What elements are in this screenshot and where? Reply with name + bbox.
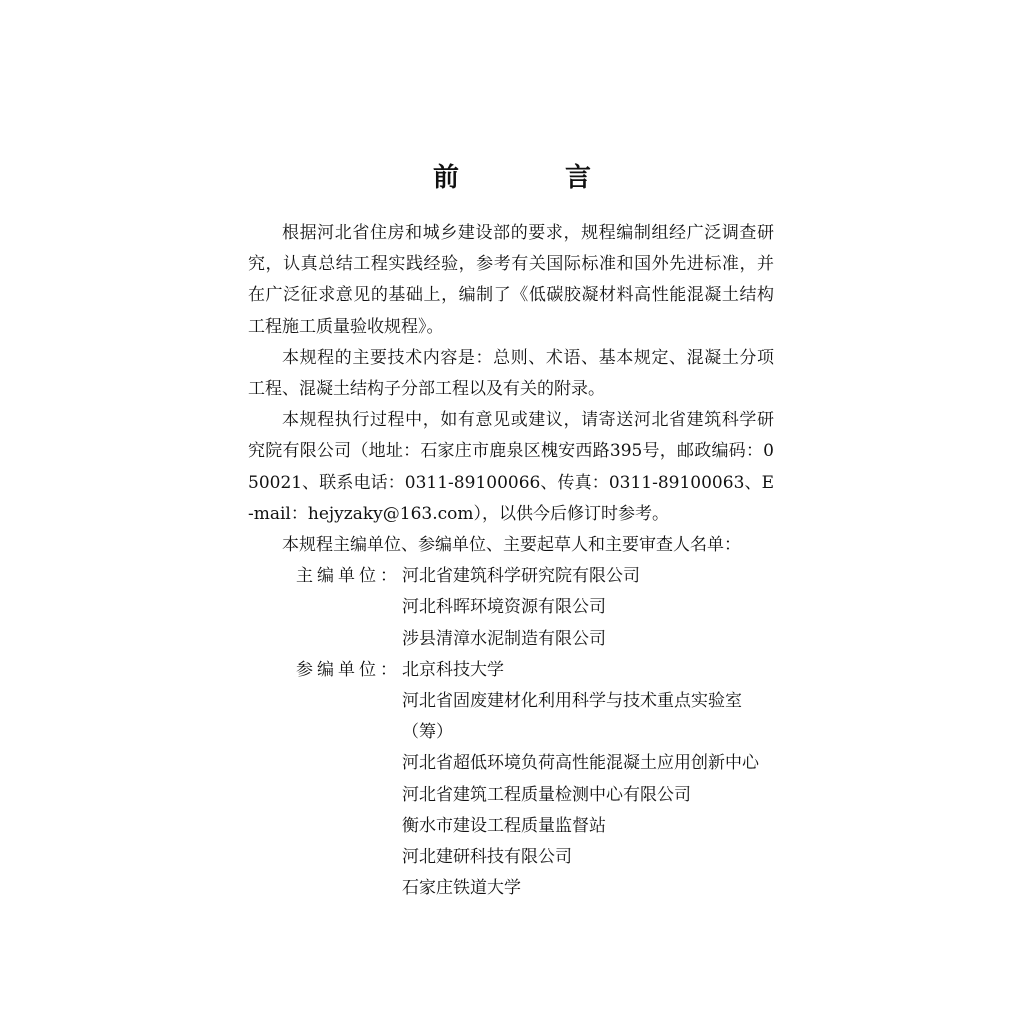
participant-org: 石家庄铁道大学 — [402, 878, 521, 899]
chief-editor-org: 涉县清漳水泥制造有限公司 — [402, 628, 606, 649]
chief-editor-org: 河北省建筑科学研究院有限公司 — [402, 566, 640, 587]
participant-org: 河北建研科技有限公司 — [402, 847, 572, 868]
page-title: 前 言 — [432, 163, 631, 193]
paragraph-main-content: 本规程的主要技术内容是：总则、术语、基本规定、混凝土分项工程、混凝土结构子分部工程以及有关的附录。 — [248, 347, 774, 400]
participant-label: 参编单位： — [296, 659, 401, 680]
chief-editor-org-list — [402, 561, 774, 655]
chief-editor-label: 主编单位： — [296, 566, 401, 587]
participant-org: 北京科技大学 — [402, 659, 504, 680]
chief-editor-row — [248, 561, 774, 655]
paragraph-units-intro: 本规程主编单位、参编单位、主要起草人和主要审查人名单： — [282, 535, 741, 556]
chief-editor-units — [248, 561, 774, 655]
paragraph-preamble: 根据河北省住房和城乡建设部的要求，规程编制组经广泛调查研究，认真总结工程实践经验，参考有关国际标准和国外先进标准，并在广泛征求意见的基础上，编制了《低碳胶凝材料高性能混凝土结构工程施工质量验收规程》。 — [248, 223, 774, 337]
paragraph-feedback-contact: 本规程执行过程中，如有意见或建议，请寄送河北省建筑科学研究院有限公司（地址：石家庄市鹿泉区槐安西路395号，邮政编码：050021、联系电话：0311-89100066、传真：0311-89100063、E-mail：hejyzaky@163.com），以供今后修订时参考。 — [248, 410, 774, 524]
document-body — [248, 218, 774, 904]
participant-units — [248, 655, 774, 905]
participant-row — [248, 655, 774, 905]
participant-org: 河北省超低环境负荷高性能混凝土应用创新中心 — [402, 753, 759, 774]
participant-org-list — [402, 655, 774, 905]
participant-org: 河北省建筑工程质量检测中心有限公司 — [402, 784, 691, 805]
chief-editor-org: 河北科晖环境资源有限公司 — [402, 597, 606, 618]
participant-org: 河北省固废建材化利用科学与技术重点实验室（筹） — [402, 691, 742, 743]
participant-org: 衡水市建设工程质量监督站 — [402, 815, 606, 836]
